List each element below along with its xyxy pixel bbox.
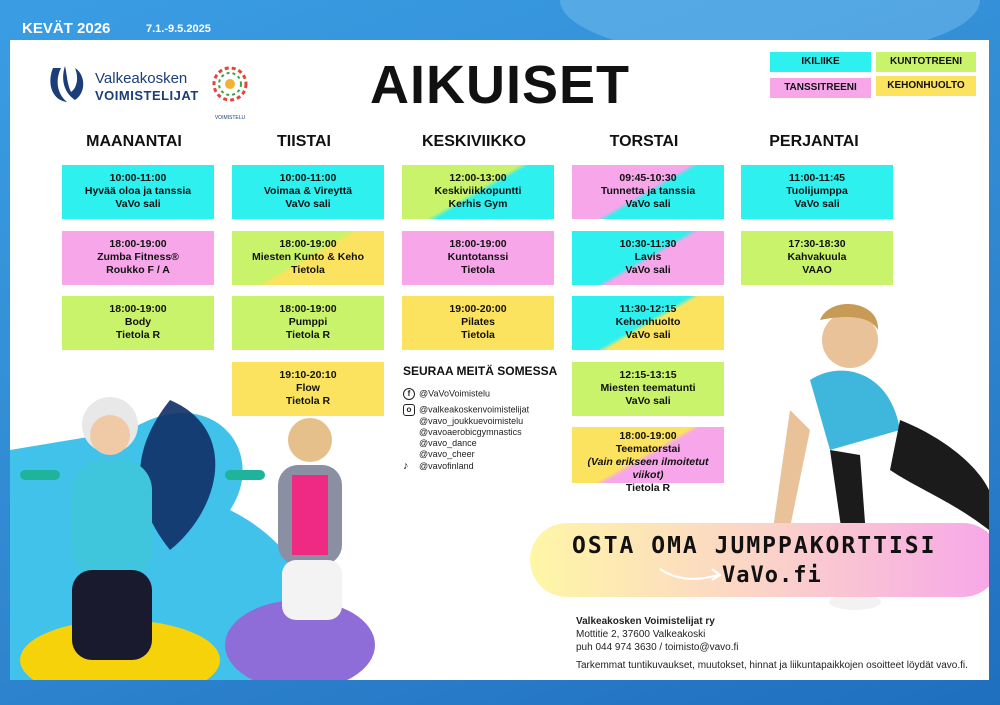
class-slot	[402, 231, 554, 285]
instagram-handle-text: @vavo_dance	[419, 438, 477, 448]
class-time: 09:45-10:30	[619, 172, 677, 184]
class-place: Tietola	[461, 264, 495, 276]
class-place: Tietola	[291, 264, 325, 276]
class-place: VaVo sali	[115, 198, 161, 210]
legend-kehonhuolto: KEHONHUOLTO	[876, 76, 976, 96]
class-place: VaVo sali	[285, 198, 331, 210]
legend-tanssitreeni: TANSSITREENI	[770, 78, 871, 98]
class-place: Tietola R	[285, 329, 331, 341]
seniors-workout-photo	[10, 390, 410, 680]
class-name: Pumppi	[288, 316, 328, 328]
day-header-wednesday: KESKIVIIKKO	[421, 133, 526, 150]
schedule-sheet	[10, 40, 989, 680]
class-place: Kerhis Gym	[448, 198, 508, 210]
instagram-handle-text: @valkeakoskenvoimistelijat	[419, 404, 530, 415]
instagram-icon: o	[403, 404, 415, 416]
tiktok-handle-text: @vavofinland	[419, 461, 474, 471]
org-name: Valkeakosken Voimistelijat ry	[576, 616, 715, 627]
class-name: Tuolijumppa	[786, 185, 848, 197]
class-time: 18:00-19:00	[279, 238, 337, 250]
class-place: VaVo sali	[625, 329, 671, 341]
page-title: AIKUISET	[370, 55, 631, 115]
class-note: (Vain erikseen ilmoitetut viikot)	[587, 456, 709, 481]
arrow-right-icon	[658, 563, 724, 583]
class-slot	[232, 231, 384, 285]
day-header-thursday: TORSTAI	[609, 133, 679, 150]
legend-kuntotreeni: KUNTOTREENI	[876, 52, 976, 72]
instagram-handle-text: @vavoaerobicgymnastics	[419, 427, 522, 437]
class-place: Roukko F / A	[106, 264, 170, 276]
class-time: 12:15-13:15	[619, 369, 677, 381]
class-time: 18:00-19:00	[109, 238, 167, 250]
class-name: Zumba Fitness®	[97, 251, 179, 263]
class-time: 18:00-19:00	[279, 303, 337, 315]
org-contact: puh 044 974 3630 / toimisto@vavo.fi	[576, 642, 739, 653]
instagram-handle-text: @vavo_cheer	[419, 449, 475, 459]
class-name: Hyvää oloa ja tanssia	[84, 185, 192, 197]
class-name: Pilates	[461, 316, 495, 328]
class-slot	[232, 296, 384, 350]
club-logo	[45, 62, 225, 112]
class-time: 12:00-13:00	[449, 172, 507, 184]
instagram-handle[interactable]	[419, 438, 477, 448]
class-name: Miesten Kunto & Keho	[252, 251, 364, 263]
class-slot	[572, 427, 724, 494]
class-slot	[62, 296, 214, 350]
class-name: Lavis	[634, 251, 662, 263]
facebook-handle[interactable]	[403, 388, 490, 400]
class-name: Voimaa & Vireyttä	[263, 185, 353, 197]
instagram-handle[interactable]	[419, 427, 522, 437]
class-time: 10:00-11:00	[279, 172, 337, 184]
day-header-friday: PERJANTAI	[769, 133, 859, 150]
class-time: 11:00-11:45	[788, 172, 846, 184]
class-slot	[572, 296, 724, 350]
term-label: KEVÄT 2026	[22, 20, 111, 37]
class-slot	[572, 165, 724, 219]
class-name: Flow	[296, 382, 320, 394]
org-address: Mottitie 2, 37600 Valkeakoski	[576, 629, 706, 640]
class-place: VaVo sali	[625, 395, 671, 407]
club-logo-icon	[45, 62, 91, 108]
instagram-handle[interactable]	[403, 404, 529, 416]
class-slot	[572, 362, 724, 416]
class-place: Tietola R	[625, 482, 671, 494]
logo-name-line1: Valkeakosken	[95, 70, 188, 87]
class-time: 10:00-11:00	[109, 172, 167, 184]
instagram-handle[interactable]	[419, 416, 523, 426]
org-footer-note: Tarkemmat tuntikuvaukset, muutokset, hinnat ja liikuntapaikkojen osoitteet löydät vavo.fi.	[576, 660, 968, 671]
logo-name-line2: VOIMISTELIJAT	[95, 88, 199, 103]
class-time: 19:10-20:10	[279, 369, 337, 381]
class-place: Tietola R	[115, 329, 161, 341]
class-name: Teematorstai	[615, 443, 681, 455]
instagram-handle[interactable]	[419, 449, 475, 459]
cta-headline: OSTA OMA JUMPPAKORTTISI	[572, 533, 937, 559]
class-time: 18:00-19:00	[109, 303, 167, 315]
social-title: SEURAA MEITÄ SOMESSA	[403, 364, 558, 378]
class-slot	[232, 165, 384, 219]
class-name: Tunnetta ja tanssia	[600, 185, 696, 197]
day-header-tuesday: TIISTAI	[277, 133, 331, 150]
federation-badge-label: VOIMISTELU	[214, 115, 246, 121]
class-slot	[62, 231, 214, 285]
tiktok-icon: ♪	[403, 460, 409, 472]
facebook-handle-text: @VaVoVoimistelu	[419, 388, 491, 399]
class-slot	[62, 165, 214, 219]
class-place: Tietola	[461, 329, 495, 341]
day-header-monday: MAANANTAI	[86, 133, 182, 150]
buy-card-cta[interactable]	[530, 523, 989, 597]
class-name: Keskiviikkopuntti	[434, 185, 522, 197]
class-place: VaVo sali	[625, 198, 671, 210]
gymnastics-federation-badge	[208, 64, 252, 120]
class-time: 18:00-19:00	[619, 430, 677, 442]
term-dates: 7.1.-9.5.2025	[146, 23, 211, 35]
class-time: 19:00-20:00	[449, 303, 507, 315]
class-name: Kehonhuolto	[615, 316, 681, 328]
class-name: Body	[124, 316, 152, 328]
class-place: VAAO	[802, 264, 832, 276]
cta-website-link[interactable]: VaVo.fi	[722, 563, 822, 588]
class-slot	[741, 231, 893, 285]
class-time: 17:30-18:30	[788, 238, 846, 250]
class-place: VaVo sali	[794, 198, 840, 210]
class-slot	[741, 165, 893, 219]
federation-wreath-icon	[208, 64, 252, 104]
class-time: 10:30-11:30	[619, 238, 677, 250]
facebook-icon: f	[403, 388, 415, 400]
instagram-handle-text: @vavo_joukkuevoimistelu	[419, 416, 524, 426]
class-slot	[402, 165, 554, 219]
class-name: Kuntotanssi	[447, 251, 509, 263]
class-name: Miesten teematunti	[600, 382, 696, 394]
class-place: VaVo sali	[625, 264, 671, 276]
tiktok-handle[interactable]	[403, 460, 474, 472]
class-slot	[402, 296, 554, 350]
class-name: Kahvakuula	[787, 251, 847, 263]
class-time: 11:30-12:15	[619, 303, 677, 315]
class-place: Tietola R	[285, 395, 331, 407]
class-time: 18:00-19:00	[449, 238, 507, 250]
class-slot	[572, 231, 724, 285]
legend-ikiliike: IKILIIKE	[770, 52, 871, 72]
